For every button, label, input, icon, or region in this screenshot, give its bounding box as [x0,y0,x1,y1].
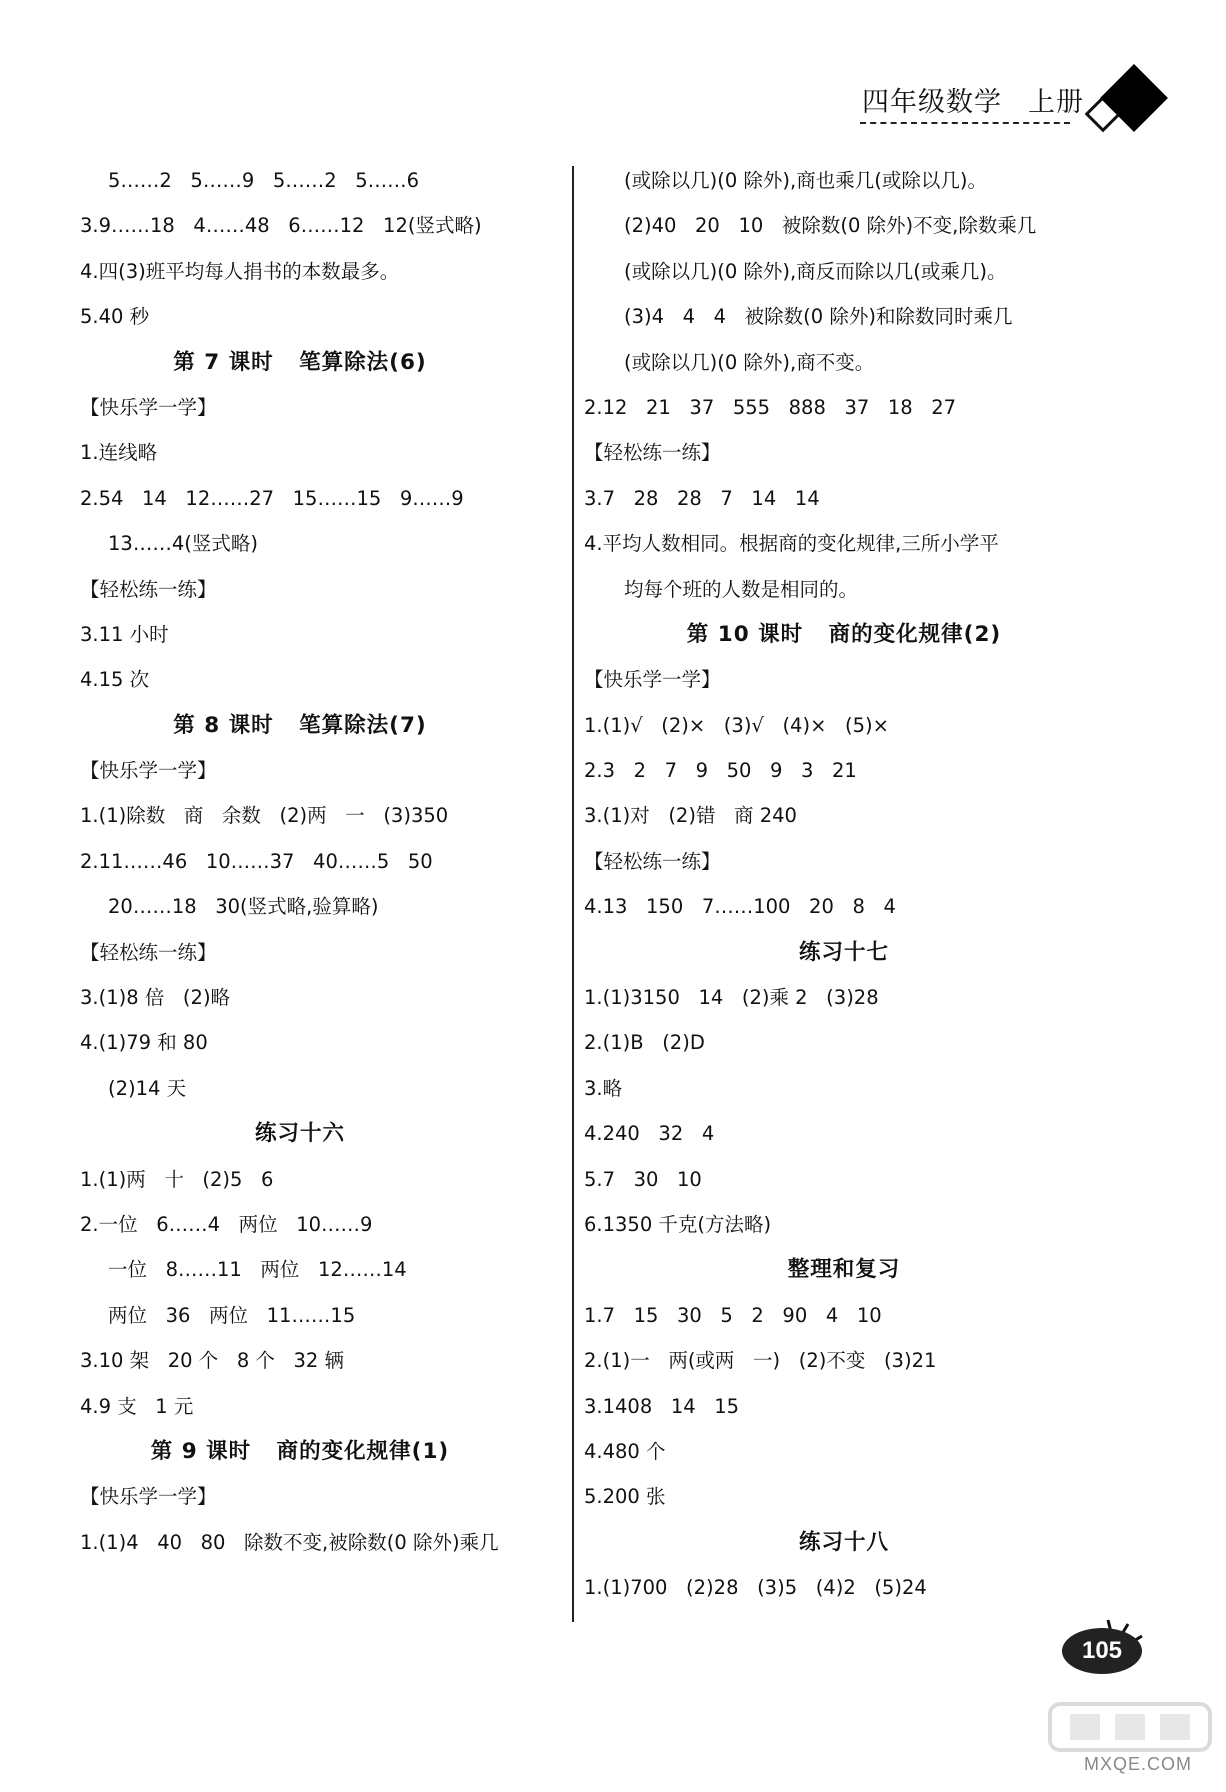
answer-line: 2.(1)B (2)D [584,1031,705,1055]
answer-line: 3.7 28 28 7 14 14 [584,486,820,510]
subsection-label: 【快乐学一学】 [80,759,217,783]
section-heading: 第 9 课时 商的变化规律(1) [150,1438,450,1464]
answer-line: 2.12 21 37 555 888 37 18 27 [584,395,957,419]
answer-line: 3.(1)8 倍 (2)略 [80,986,231,1010]
subsection-label: 【快乐学一学】 [80,395,217,419]
answer-line: 3.10 架 20 个 8 个 32 辆 [80,1349,345,1373]
answer-line: 4.平均人数相同。根据商的变化规律,三所小学平 [584,532,999,556]
answer-line: 2.3 2 7 9 50 9 3 21 [584,759,857,783]
right-column [584,158,1084,1611]
answer-line: 4.15 次 [80,668,150,692]
header-rule [860,122,1070,124]
section-heading: 第 8 课时 笔算除法(7) [173,712,427,738]
answer-line: 1.(1)4 40 80 除数不变,被除数(0 除外)乘几 [80,1530,499,1554]
section-heading: 第 10 课时 商的变化规律(2) [686,621,1002,647]
subsection-label: 【轻松练一练】 [584,849,721,873]
answer-line: 4.9 支 1 元 [80,1394,194,1418]
answer-line: (3)4 4 4 被除数(0 除外)和除数同时乘几 [624,305,1013,329]
subsection-label: 【轻松练一练】 [80,940,217,964]
page-header [862,80,1084,119]
answer-line: 一位 8……11 两位 12……14 [108,1258,407,1282]
section-heading: 第 7 课时 笔算除法(6) [173,349,427,375]
answer-line: 5.200 张 [584,1485,666,1509]
answer-line: 3.略 [584,1076,623,1100]
watermark-text: MXQE.COM [1084,1754,1193,1774]
header-volume: 上册 [1028,87,1084,118]
subsection-label: 【快乐学一学】 [584,668,721,692]
answer-line: 13……4(竖式略) [108,532,258,556]
answer-line: 3.(1)对 (2)错 商 240 [584,804,797,828]
answer-line: (2)40 20 10 被除数(0 除外)不变,除数乘几 [624,214,1037,238]
answer-line: 1.(1)700 (2)28 (3)5 (4)2 (5)24 [584,1576,927,1600]
answer-line: (或除以几)(0 除外),商也乘几(或除以几)。 [624,169,987,192]
answer-line: 2.(1)一 两(或两 一) (2)不变 (3)21 [584,1349,937,1373]
answer-line: 1.(1)两 十 (2)5 6 [80,1167,274,1191]
subsection-label: 【轻松练一练】 [584,441,721,465]
answer-line: 20……18 30(竖式略,验算略) [108,895,379,919]
answer-line: 4.四(3)班平均每人捐书的本数最多。 [80,259,400,283]
answer-line: (或除以几)(0 除外),商不变。 [624,350,875,374]
answer-line: 1.连线略 [80,441,158,465]
answer-line: 4.(1)79 和 80 [80,1031,208,1055]
answer-line: 5.40 秒 [80,305,150,329]
answer-line: 两位 36 两位 11……15 [108,1303,356,1327]
answer-line: (或除以几)(0 除外),商反而除以几(或乘几)。 [624,259,1007,283]
answer-line: 2.54 14 12……27 15……15 9……9 [80,486,464,510]
page-number: 105 [1062,1628,1142,1674]
subsection-label: 【快乐学一学】 [80,1485,217,1509]
section-heading: 练习十八 [798,1529,889,1555]
answer-line: 4.240 32 4 [584,1122,715,1146]
answer-line: 3.9……18 4……48 6……12 12(竖式略) [80,214,482,238]
section-heading: 整理和复习 [787,1257,901,1283]
answer-line: 3.1408 14 15 [584,1394,740,1418]
answer-line: 2.一位 6……4 两位 10……9 [80,1212,373,1236]
answer-line: 3.11 小时 [80,622,169,646]
answer-line: 5.7 30 10 [584,1167,702,1191]
answer-line: 4.480 个 [584,1439,666,1463]
answer-line: 1.(1)除数 商 余数 (2)两 一 (3)350 [80,804,449,828]
answer-line: 1.7 15 30 5 2 90 4 10 [584,1303,882,1327]
answer-line: (2)14 天 [108,1076,187,1100]
section-heading: 练习十六 [254,1121,345,1147]
left-column [80,158,580,1565]
answer-line: 5……2 5……9 5……2 5……6 [108,169,420,192]
header-title: 四年级数学 [862,87,1002,118]
answer-line: 1.(1)√ (2)× (3)√ (4)× (5)× [584,713,889,737]
answer-line: 6.1350 千克(方法略) [584,1212,772,1236]
answer-line: 1.(1)3150 14 (2)乘 2 (3)28 [584,986,879,1010]
answer-line: 均每个班的人数是相同的。 [624,577,859,601]
section-heading: 练习十七 [798,939,889,965]
answer-line: 2.11……46 10……37 40……5 50 [80,849,433,873]
subsection-label: 【轻松练一练】 [80,577,217,601]
answer-line: 4.13 150 7……100 20 8 4 [584,895,896,919]
